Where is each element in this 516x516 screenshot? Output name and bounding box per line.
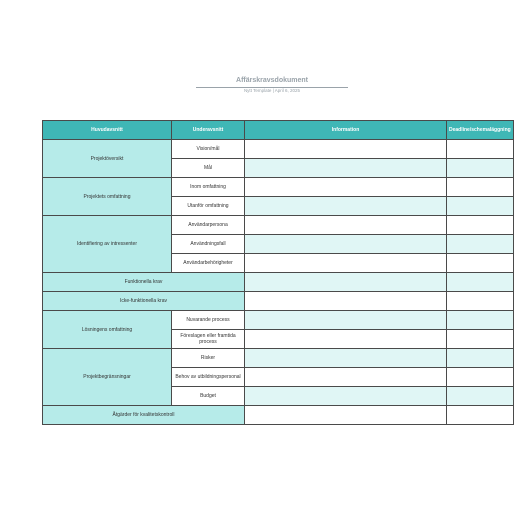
- deadline-cell[interactable]: [447, 368, 514, 387]
- document-subtitle: Nytt Template | April 6, 2025: [243, 88, 301, 93]
- deadline-cell[interactable]: [447, 349, 514, 368]
- info-cell[interactable]: [245, 368, 447, 387]
- info-cell[interactable]: [245, 406, 447, 425]
- group-solution-scope: Lösningens omfattning: [43, 311, 172, 349]
- deadline-cell[interactable]: [447, 330, 514, 349]
- subsection-future-process: Föreslagen eller framtida process: [172, 330, 245, 349]
- info-cell[interactable]: [245, 273, 447, 292]
- group-functional: Funktionella krav: [43, 273, 245, 292]
- subsection-goal: Mål: [172, 159, 245, 178]
- table-row: [43, 406, 514, 425]
- deadline-cell[interactable]: [447, 311, 514, 330]
- deadline-cell[interactable]: [447, 292, 514, 311]
- subsection-out-scope: Utanför omfattning: [172, 197, 245, 216]
- info-cell[interactable]: [245, 140, 447, 159]
- info-cell[interactable]: [245, 311, 447, 330]
- deadline-cell[interactable]: [447, 387, 514, 406]
- deadline-cell[interactable]: [447, 216, 514, 235]
- document-title: Affärskravsdokument: [196, 77, 348, 88]
- table-row: [43, 349, 514, 368]
- group-project-overview: Projektöversikt: [43, 140, 172, 178]
- header-deadline: Deadline/schemaläggning: [447, 121, 514, 140]
- subsection-vision: Vision/mål: [172, 140, 245, 159]
- group-project-scope: Projektets omfattning: [43, 178, 172, 216]
- deadline-cell[interactable]: [447, 254, 514, 273]
- deadline-cell[interactable]: [447, 178, 514, 197]
- info-cell[interactable]: [245, 387, 447, 406]
- subsection-in-scope: Inom omfattning: [172, 178, 245, 197]
- info-cell[interactable]: [245, 330, 447, 349]
- deadline-cell[interactable]: [447, 273, 514, 292]
- subsection-budget: Budget: [172, 387, 245, 406]
- deadline-cell[interactable]: [447, 235, 514, 254]
- subsection-permissions: Användarbehörigheter: [172, 254, 245, 273]
- info-cell[interactable]: [245, 254, 447, 273]
- group-stakeholders: Identifiering av intressenter: [43, 216, 172, 273]
- table-row: [43, 140, 514, 159]
- header-information: Information: [245, 121, 447, 140]
- table-row: [43, 311, 514, 330]
- table-header-row: [43, 121, 514, 140]
- deadline-cell[interactable]: [447, 406, 514, 425]
- subsection-use-case: Användningsfall: [172, 235, 245, 254]
- info-cell[interactable]: [245, 292, 447, 311]
- deadline-cell[interactable]: [447, 159, 514, 178]
- group-constraints: Projektbegränsningar: [43, 349, 172, 406]
- table-row: [43, 273, 514, 292]
- info-cell[interactable]: [245, 159, 447, 178]
- deadline-cell[interactable]: [447, 140, 514, 159]
- group-non-functional: Icke-funktionella krav: [43, 292, 245, 311]
- deadline-cell[interactable]: [447, 197, 514, 216]
- subsection-current-process: Nuvarande process: [172, 311, 245, 330]
- group-quality: Åtgärder för kvalitetskontroll: [43, 406, 245, 425]
- table-row: [43, 216, 514, 235]
- subsection-training: Behov av utbildningspersonal: [172, 368, 245, 387]
- table-row: [43, 292, 514, 311]
- requirements-table: [42, 120, 514, 425]
- info-cell[interactable]: [245, 216, 447, 235]
- header-main-section: Huvudavsnitt: [43, 121, 172, 140]
- info-cell[interactable]: [245, 235, 447, 254]
- info-cell[interactable]: [245, 349, 447, 368]
- info-cell[interactable]: [245, 178, 447, 197]
- table-row: [43, 178, 514, 197]
- subsection-persona: Användarpersona: [172, 216, 245, 235]
- subsection-risks: Risker: [172, 349, 245, 368]
- info-cell[interactable]: [245, 197, 447, 216]
- header-subsection: Underavsnitt: [172, 121, 245, 140]
